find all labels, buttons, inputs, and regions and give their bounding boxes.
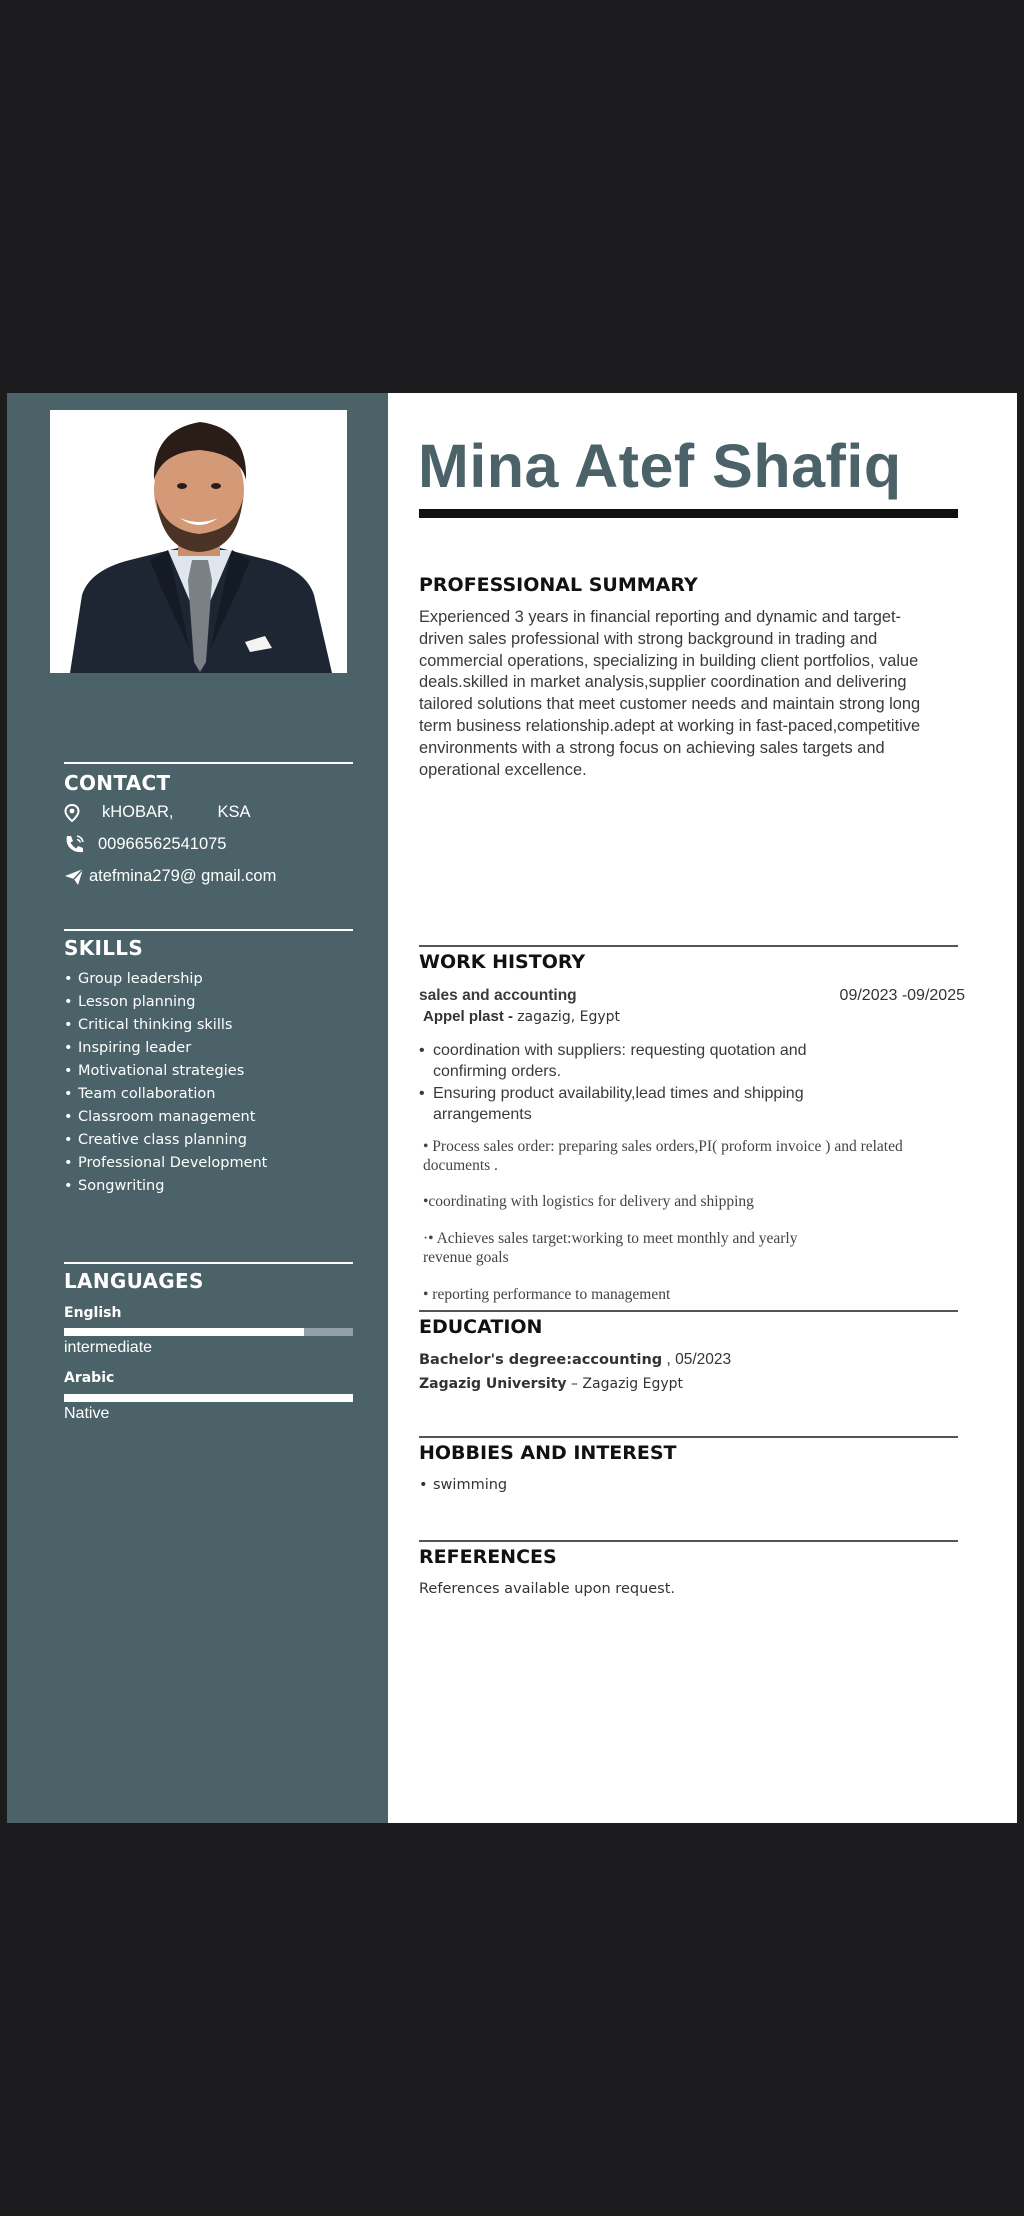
work-bullet: • coordination with suppliers: requesting quotation and confirming orders.	[419, 1042, 807, 1080]
education-school: Zagazig University	[419, 1376, 567, 1392]
summary-text: Experienced 3 years in financial reporting and dynamic and target-driven sales professional with strong background in trading and commercial operations, specializing in building client portfolios, value deals.skilled in market analysis,supplier coordination and delivering tailored solutions that meet customer needs and maintain strong long term business relationship.adept at working in fast-paced,competitive environments with a strong focus on achieving sales targets and operational excellence.	[419, 608, 921, 779]
contact-city: kHOBAR,	[102, 803, 174, 821]
skill-item: • Inspiring leader	[64, 1037, 267, 1060]
languages-divider	[64, 1262, 353, 1264]
location-pin-icon	[64, 804, 80, 822]
language-name-english: English	[64, 1305, 122, 1321]
skills-list	[64, 968, 267, 1198]
skill-item: • Lesson planning	[64, 991, 267, 1014]
work-bullet: • reporting performance to management	[423, 1286, 671, 1303]
job-dates: 09/2023 -09/2025	[839, 987, 965, 1004]
hobby-item: • swimming	[419, 1477, 508, 1493]
contact-phone	[64, 834, 226, 854]
work-divider	[419, 945, 958, 947]
references-heading: REFERENCES	[419, 1546, 557, 1568]
skills-divider	[64, 929, 353, 931]
skill-item: • Classroom management	[64, 1106, 267, 1129]
summary-heading: PROFESSIONAL SUMMARY	[419, 574, 698, 596]
contact-email	[64, 867, 276, 886]
job-company-line	[423, 1008, 620, 1025]
phone-icon	[64, 834, 86, 854]
work-bullet: ·• Achieves sales target:working to meet monthly and yearly revenue goals	[423, 1230, 798, 1266]
references-divider	[419, 1540, 958, 1542]
education-school-line	[419, 1375, 683, 1392]
phone-number: 00966562541075	[98, 834, 227, 853]
language-bar-fill	[64, 1328, 304, 1336]
languages-heading: LANGUAGES	[64, 1269, 204, 1293]
candidate-name: Mina Atef Shafiq	[418, 432, 902, 500]
hobbies-heading: HOBBIES AND INTEREST	[419, 1442, 677, 1464]
work-bullet: •coordinating with logistics for delivery and shipping	[423, 1193, 754, 1210]
skill-item: • Group leadership	[64, 968, 267, 991]
work-heading: WORK HISTORY	[419, 951, 586, 973]
skill-item: • Creative class planning	[64, 1129, 267, 1152]
language-bar-english	[64, 1328, 353, 1336]
skill-item: • Critical thinking skills	[64, 1014, 267, 1037]
send-icon	[64, 868, 84, 886]
work-bullet: • Ensuring product availability,lead times and shipping arrangements	[419, 1085, 804, 1123]
company-name: Appel plast -	[423, 1008, 514, 1025]
job-title: sales and accounting	[419, 987, 577, 1004]
skill-item: • Professional Development	[64, 1152, 267, 1175]
language-level-arabic: Native	[64, 1405, 110, 1422]
language-level-english: intermediate	[64, 1339, 153, 1356]
education-degree-line	[419, 1351, 731, 1369]
skills-heading: SKILLS	[64, 936, 144, 960]
contact-country: KSA	[217, 803, 251, 821]
language-bar-fill	[64, 1394, 353, 1402]
language-bar-arabic	[64, 1394, 353, 1402]
skill-item: • Motivational strategies	[64, 1060, 267, 1083]
contact-heading: CONTACT	[64, 771, 171, 795]
skill-item: • Songwriting	[64, 1175, 267, 1198]
work-bullet: • Process sales order: preparing sales orders,PI( proform invoice ) and related documents .	[423, 1138, 903, 1174]
name-underline	[419, 509, 958, 518]
education-divider	[419, 1310, 958, 1312]
profile-photo	[50, 410, 347, 673]
email-address: atefmina279@ gmail.com	[89, 867, 277, 885]
contact-location	[64, 803, 251, 822]
skill-item: • Team collaboration	[64, 1083, 267, 1106]
education-date: , 05/2023	[662, 1351, 732, 1368]
education-degree: Bachelor's degree:accounting	[419, 1352, 663, 1368]
contact-divider	[64, 762, 353, 764]
language-name-arabic: Arabic	[64, 1370, 115, 1386]
main-content	[388, 393, 1017, 1823]
education-location: – Zagazig Egypt	[566, 1376, 684, 1392]
sidebar	[7, 393, 388, 1823]
resume-page	[7, 393, 1017, 1823]
company-location: zagazig, Egypt	[517, 1009, 620, 1025]
references-text: References available upon request.	[419, 1581, 676, 1597]
hobbies-divider	[419, 1436, 958, 1438]
education-heading: EDUCATION	[419, 1316, 543, 1338]
